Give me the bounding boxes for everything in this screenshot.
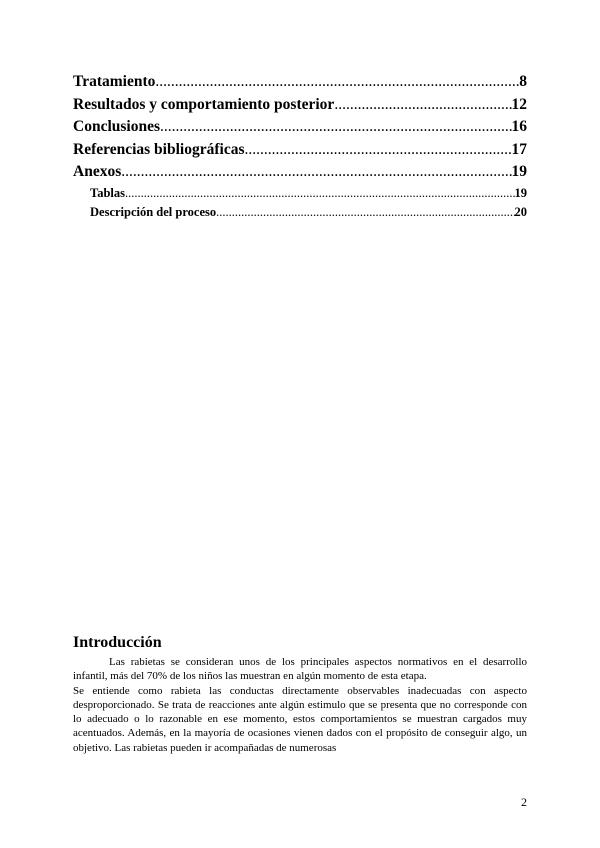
- toc-entry[interactable]: [73, 141, 527, 164]
- toc-entry[interactable]: [73, 73, 527, 96]
- toc-leader-dots: [121, 163, 511, 181]
- toc-entry-page: 17: [511, 140, 527, 158]
- toc-entry[interactable]: [73, 96, 527, 119]
- toc-subentry[interactable]: [73, 205, 527, 225]
- toc-entry[interactable]: [73, 163, 527, 186]
- toc-entry-title: Conclusiones: [73, 118, 160, 136]
- introduction-section: [73, 634, 527, 755]
- section-heading: Introducción: [73, 634, 162, 651]
- toc-leader-dots: [160, 118, 512, 136]
- toc-entry-page: 19: [511, 163, 527, 181]
- toc-entry-page: 16: [511, 118, 527, 136]
- body-paragraph: Las rabietas se consideran unos de los principales aspectos normativos en el desarrollo infantil, más del 70% de los niños las muestran en algún momento de esta etapa.: [73, 656, 527, 683]
- toc-leader-dots: [216, 205, 514, 220]
- toc-leader-dots: [334, 96, 511, 114]
- toc-entry-title: Tablas: [90, 185, 125, 200]
- toc-entry-title: Resultados y comportamiento posterior: [73, 95, 335, 113]
- table-of-contents: [73, 73, 527, 225]
- toc-entry-title: Anexos: [73, 163, 122, 181]
- toc-entry[interactable]: [73, 118, 527, 141]
- toc-entry-page: 8: [519, 73, 527, 90]
- toc-entry-title: Descripción del proceso: [90, 205, 217, 220]
- toc-entry-page: 12: [511, 95, 527, 113]
- toc-entry-title: Tratamiento: [73, 73, 156, 90]
- toc-leader-dots: [244, 141, 511, 159]
- toc-leader-dots: [155, 73, 519, 91]
- page-number: 2: [521, 795, 527, 809]
- toc-entry-title: Referencias bibliográficas: [73, 140, 245, 158]
- toc-entry-page: 19: [514, 185, 527, 200]
- body-paragraph: Se entiende como rabieta las conductas directamente observables inadecuadas con aspecto desproporcionado. Se trata de reacciones ante algún estimulo que se presenta que no corresponde con lo adecuado o lo razonable en ese momento, estos comportamientos se muestran cargados muy acentuados. Además, en la mayoría de ocasiones vienen dados con el propósito de conseguir algo, un objetivo. Las rabietas pueden ir acompañadas de numerosas: [73, 684, 527, 754]
- toc-leader-dots: [125, 186, 515, 201]
- toc-entry-page: 20: [514, 205, 527, 220]
- toc-subentry[interactable]: [73, 186, 527, 206]
